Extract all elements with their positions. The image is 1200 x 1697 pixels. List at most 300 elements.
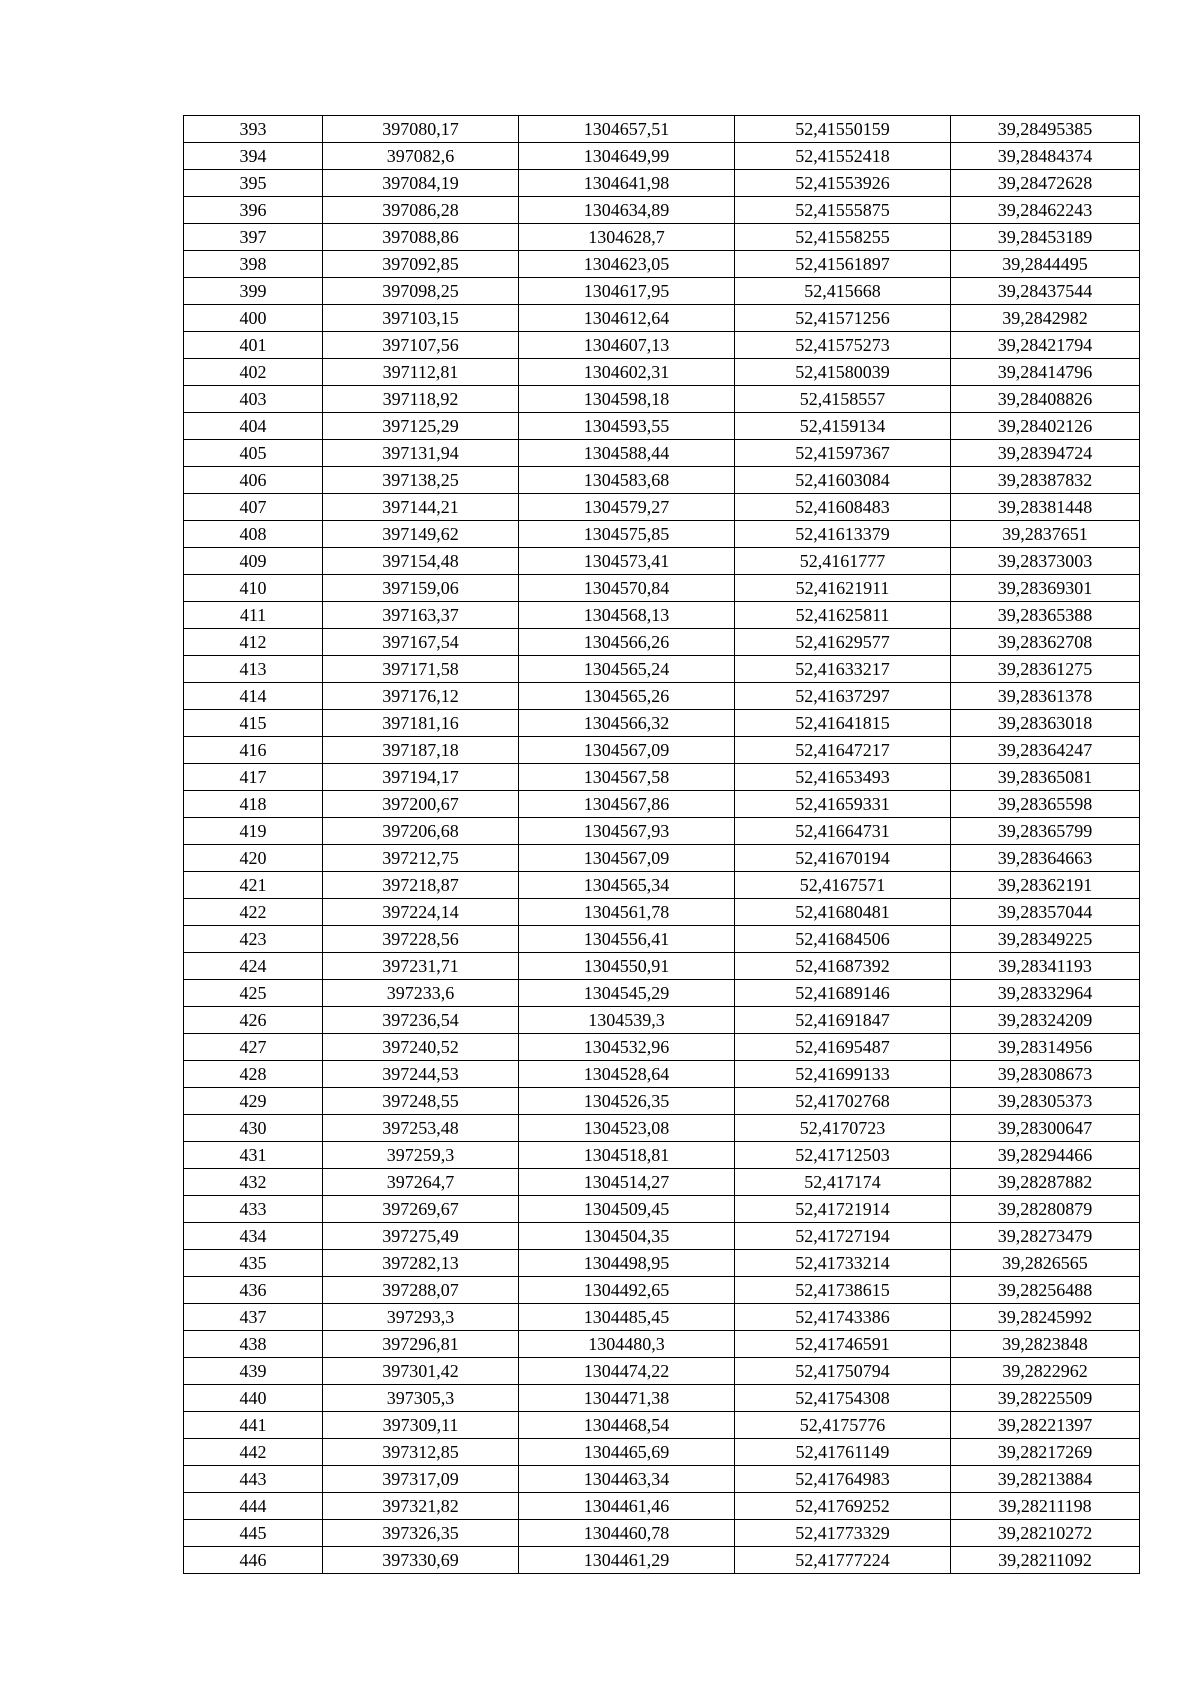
y-coordinate-cell: 1304463,34 [519, 1466, 735, 1493]
point-number-cell: 410 [184, 575, 323, 602]
y-coordinate-cell: 1304468,54 [519, 1412, 735, 1439]
x-coordinate-cell: 397253,48 [323, 1115, 519, 1142]
table-row [184, 845, 1140, 872]
x-coordinate-cell: 397125,29 [323, 413, 519, 440]
latitude-cell: 52,41761149 [735, 1439, 951, 1466]
longitude-cell: 39,28362191 [951, 872, 1140, 899]
latitude-cell: 52,41687392 [735, 953, 951, 980]
latitude-cell: 52,41743386 [735, 1304, 951, 1331]
y-coordinate-cell: 1304461,29 [519, 1547, 735, 1574]
longitude-cell: 39,28365388 [951, 602, 1140, 629]
point-number-cell: 397 [184, 224, 323, 251]
x-coordinate-cell: 397236,54 [323, 1007, 519, 1034]
x-coordinate-cell: 397200,67 [323, 791, 519, 818]
table-row [184, 332, 1140, 359]
y-coordinate-cell: 1304588,44 [519, 440, 735, 467]
point-number-cell: 427 [184, 1034, 323, 1061]
latitude-cell: 52,41575273 [735, 332, 951, 359]
latitude-cell: 52,41621911 [735, 575, 951, 602]
point-number-cell: 423 [184, 926, 323, 953]
latitude-cell: 52,41629577 [735, 629, 951, 656]
longitude-cell: 39,28364663 [951, 845, 1140, 872]
coordinates-table [183, 115, 1140, 1574]
x-coordinate-cell: 397312,85 [323, 1439, 519, 1466]
x-coordinate-cell: 397118,92 [323, 386, 519, 413]
y-coordinate-cell: 1304570,84 [519, 575, 735, 602]
y-coordinate-cell: 1304460,78 [519, 1520, 735, 1547]
point-number-cell: 407 [184, 494, 323, 521]
point-number-cell: 425 [184, 980, 323, 1007]
table-row [184, 359, 1140, 386]
point-number-cell: 406 [184, 467, 323, 494]
table-row [184, 1520, 1140, 1547]
table-row [184, 278, 1140, 305]
longitude-cell: 39,28472628 [951, 170, 1140, 197]
table-row [184, 926, 1140, 953]
table-row [184, 116, 1140, 143]
longitude-cell: 39,28314956 [951, 1034, 1140, 1061]
y-coordinate-cell: 1304568,13 [519, 602, 735, 629]
table-row [184, 1277, 1140, 1304]
y-coordinate-cell: 1304617,95 [519, 278, 735, 305]
point-number-cell: 400 [184, 305, 323, 332]
point-number-cell: 424 [184, 953, 323, 980]
latitude-cell: 52,41647217 [735, 737, 951, 764]
longitude-cell: 39,28437544 [951, 278, 1140, 305]
y-coordinate-cell: 1304579,27 [519, 494, 735, 521]
longitude-cell: 39,28211092 [951, 1547, 1140, 1574]
point-number-cell: 442 [184, 1439, 323, 1466]
point-number-cell: 443 [184, 1466, 323, 1493]
y-coordinate-cell: 1304556,41 [519, 926, 735, 953]
table-row [184, 494, 1140, 521]
longitude-cell: 39,28273479 [951, 1223, 1140, 1250]
latitude-cell: 52,41733214 [735, 1250, 951, 1277]
longitude-cell: 39,28381448 [951, 494, 1140, 521]
latitude-cell: 52,417174 [735, 1169, 951, 1196]
latitude-cell: 52,41580039 [735, 359, 951, 386]
y-coordinate-cell: 1304561,78 [519, 899, 735, 926]
point-number-cell: 429 [184, 1088, 323, 1115]
x-coordinate-cell: 397163,37 [323, 602, 519, 629]
point-number-cell: 446 [184, 1547, 323, 1574]
x-coordinate-cell: 397084,19 [323, 170, 519, 197]
longitude-cell: 39,28300647 [951, 1115, 1140, 1142]
table-row [184, 872, 1140, 899]
latitude-cell: 52,41702768 [735, 1088, 951, 1115]
longitude-cell: 39,28305373 [951, 1088, 1140, 1115]
x-coordinate-cell: 397293,3 [323, 1304, 519, 1331]
point-number-cell: 402 [184, 359, 323, 386]
longitude-cell: 39,28365598 [951, 791, 1140, 818]
point-number-cell: 398 [184, 251, 323, 278]
point-number-cell: 399 [184, 278, 323, 305]
x-coordinate-cell: 397321,82 [323, 1493, 519, 1520]
y-coordinate-cell: 1304504,35 [519, 1223, 735, 1250]
table-row [184, 1412, 1140, 1439]
x-coordinate-cell: 397154,48 [323, 548, 519, 575]
point-number-cell: 422 [184, 899, 323, 926]
longitude-cell: 39,28217269 [951, 1439, 1140, 1466]
table-row [184, 575, 1140, 602]
table-row [184, 980, 1140, 1007]
x-coordinate-cell: 397138,25 [323, 467, 519, 494]
longitude-cell: 39,28256488 [951, 1277, 1140, 1304]
y-coordinate-cell: 1304623,05 [519, 251, 735, 278]
x-coordinate-cell: 397159,06 [323, 575, 519, 602]
x-coordinate-cell: 397317,09 [323, 1466, 519, 1493]
table-row [184, 251, 1140, 278]
table-row [184, 1493, 1140, 1520]
y-coordinate-cell: 1304612,64 [519, 305, 735, 332]
longitude-cell: 39,28421794 [951, 332, 1140, 359]
x-coordinate-cell: 397330,69 [323, 1547, 519, 1574]
latitude-cell: 52,4161777 [735, 548, 951, 575]
x-coordinate-cell: 397288,07 [323, 1277, 519, 1304]
latitude-cell: 52,415668 [735, 278, 951, 305]
longitude-cell: 39,28221397 [951, 1412, 1140, 1439]
y-coordinate-cell: 1304567,86 [519, 791, 735, 818]
point-number-cell: 401 [184, 332, 323, 359]
point-number-cell: 441 [184, 1412, 323, 1439]
latitude-cell: 52,41571256 [735, 305, 951, 332]
y-coordinate-cell: 1304566,26 [519, 629, 735, 656]
point-number-cell: 396 [184, 197, 323, 224]
longitude-cell: 39,28484374 [951, 143, 1140, 170]
point-number-cell: 404 [184, 413, 323, 440]
latitude-cell: 52,41558255 [735, 224, 951, 251]
point-number-cell: 419 [184, 818, 323, 845]
x-coordinate-cell: 397301,42 [323, 1358, 519, 1385]
table-row [184, 197, 1140, 224]
table-row [184, 1034, 1140, 1061]
y-coordinate-cell: 1304465,69 [519, 1439, 735, 1466]
longitude-cell: 39,28294466 [951, 1142, 1140, 1169]
table-row [184, 170, 1140, 197]
y-coordinate-cell: 1304567,09 [519, 845, 735, 872]
y-coordinate-cell: 1304565,24 [519, 656, 735, 683]
y-coordinate-cell: 1304471,38 [519, 1385, 735, 1412]
longitude-cell: 39,28287882 [951, 1169, 1140, 1196]
latitude-cell: 52,41684506 [735, 926, 951, 953]
point-number-cell: 394 [184, 143, 323, 170]
point-number-cell: 428 [184, 1061, 323, 1088]
latitude-cell: 52,41699133 [735, 1061, 951, 1088]
longitude-cell: 39,28414796 [951, 359, 1140, 386]
x-coordinate-cell: 397231,71 [323, 953, 519, 980]
longitude-cell: 39,28341193 [951, 953, 1140, 980]
latitude-cell: 52,41561897 [735, 251, 951, 278]
table-row [184, 1115, 1140, 1142]
x-coordinate-cell: 397080,17 [323, 116, 519, 143]
longitude-cell: 39,28280879 [951, 1196, 1140, 1223]
y-coordinate-cell: 1304567,09 [519, 737, 735, 764]
table-row [184, 1169, 1140, 1196]
longitude-cell: 39,28225509 [951, 1385, 1140, 1412]
point-number-cell: 430 [184, 1115, 323, 1142]
y-coordinate-cell: 1304514,27 [519, 1169, 735, 1196]
y-coordinate-cell: 1304565,34 [519, 872, 735, 899]
table-row [184, 467, 1140, 494]
table-row [184, 899, 1140, 926]
longitude-cell: 39,28349225 [951, 926, 1140, 953]
table-row [184, 1466, 1140, 1493]
y-coordinate-cell: 1304607,13 [519, 332, 735, 359]
y-coordinate-cell: 1304550,91 [519, 953, 735, 980]
x-coordinate-cell: 397218,87 [323, 872, 519, 899]
latitude-cell: 52,41653493 [735, 764, 951, 791]
longitude-cell: 39,28245992 [951, 1304, 1140, 1331]
latitude-cell: 52,41750794 [735, 1358, 951, 1385]
longitude-cell: 39,28408826 [951, 386, 1140, 413]
point-number-cell: 437 [184, 1304, 323, 1331]
point-number-cell: 432 [184, 1169, 323, 1196]
latitude-cell: 52,41680481 [735, 899, 951, 926]
x-coordinate-cell: 397107,56 [323, 332, 519, 359]
longitude-cell: 39,28324209 [951, 1007, 1140, 1034]
x-coordinate-cell: 397259,3 [323, 1142, 519, 1169]
point-number-cell: 445 [184, 1520, 323, 1547]
longitude-cell: 39,28402126 [951, 413, 1140, 440]
longitude-cell: 39,28361378 [951, 683, 1140, 710]
table-row [184, 1196, 1140, 1223]
latitude-cell: 52,41659331 [735, 791, 951, 818]
x-coordinate-cell: 397176,12 [323, 683, 519, 710]
table-row [184, 413, 1140, 440]
longitude-cell: 39,28373003 [951, 548, 1140, 575]
coordinates-table-body [184, 116, 1140, 1574]
table-row [184, 629, 1140, 656]
x-coordinate-cell: 397240,52 [323, 1034, 519, 1061]
table-row [184, 1439, 1140, 1466]
x-coordinate-cell: 397144,21 [323, 494, 519, 521]
x-coordinate-cell: 397224,14 [323, 899, 519, 926]
point-number-cell: 420 [184, 845, 323, 872]
y-coordinate-cell: 1304518,81 [519, 1142, 735, 1169]
x-coordinate-cell: 397212,75 [323, 845, 519, 872]
point-number-cell: 421 [184, 872, 323, 899]
latitude-cell: 52,41608483 [735, 494, 951, 521]
table-row [184, 818, 1140, 845]
table-row [184, 1250, 1140, 1277]
x-coordinate-cell: 397309,11 [323, 1412, 519, 1439]
table-row [184, 1142, 1140, 1169]
y-coordinate-cell: 1304573,41 [519, 548, 735, 575]
table-row [184, 1007, 1140, 1034]
y-coordinate-cell: 1304567,93 [519, 818, 735, 845]
latitude-cell: 52,41712503 [735, 1142, 951, 1169]
x-coordinate-cell: 397206,68 [323, 818, 519, 845]
longitude-cell: 39,28308673 [951, 1061, 1140, 1088]
point-number-cell: 426 [184, 1007, 323, 1034]
latitude-cell: 52,41769252 [735, 1493, 951, 1520]
x-coordinate-cell: 397149,62 [323, 521, 519, 548]
y-coordinate-cell: 1304526,35 [519, 1088, 735, 1115]
table-row [184, 440, 1140, 467]
longitude-cell: 39,2844495 [951, 251, 1140, 278]
longitude-cell: 39,2823848 [951, 1331, 1140, 1358]
table-row [184, 737, 1140, 764]
longitude-cell: 39,28210272 [951, 1520, 1140, 1547]
y-coordinate-cell: 1304498,95 [519, 1250, 735, 1277]
longitude-cell: 39,28387832 [951, 467, 1140, 494]
x-coordinate-cell: 397194,17 [323, 764, 519, 791]
longitude-cell: 39,28462243 [951, 197, 1140, 224]
point-number-cell: 434 [184, 1223, 323, 1250]
longitude-cell: 39,28365081 [951, 764, 1140, 791]
table-row [184, 791, 1140, 818]
latitude-cell: 52,41764983 [735, 1466, 951, 1493]
x-coordinate-cell: 397269,67 [323, 1196, 519, 1223]
y-coordinate-cell: 1304598,18 [519, 386, 735, 413]
latitude-cell: 52,4158557 [735, 386, 951, 413]
longitude-cell: 39,28211198 [951, 1493, 1140, 1520]
x-coordinate-cell: 397098,25 [323, 278, 519, 305]
longitude-cell: 39,28453189 [951, 224, 1140, 251]
x-coordinate-cell: 397244,53 [323, 1061, 519, 1088]
latitude-cell: 52,41691847 [735, 1007, 951, 1034]
latitude-cell: 52,41552418 [735, 143, 951, 170]
point-number-cell: 395 [184, 170, 323, 197]
latitude-cell: 52,41773329 [735, 1520, 951, 1547]
latitude-cell: 52,41777224 [735, 1547, 951, 1574]
y-coordinate-cell: 1304566,32 [519, 710, 735, 737]
y-coordinate-cell: 1304575,85 [519, 521, 735, 548]
y-coordinate-cell: 1304641,98 [519, 170, 735, 197]
point-number-cell: 414 [184, 683, 323, 710]
table-row [184, 305, 1140, 332]
longitude-cell: 39,28332964 [951, 980, 1140, 1007]
point-number-cell: 433 [184, 1196, 323, 1223]
point-number-cell: 418 [184, 791, 323, 818]
point-number-cell: 435 [184, 1250, 323, 1277]
point-number-cell: 417 [184, 764, 323, 791]
x-coordinate-cell: 397187,18 [323, 737, 519, 764]
point-number-cell: 413 [184, 656, 323, 683]
longitude-cell: 39,28495385 [951, 116, 1140, 143]
table-row [184, 548, 1140, 575]
y-coordinate-cell: 1304545,29 [519, 980, 735, 1007]
latitude-cell: 52,41746591 [735, 1331, 951, 1358]
latitude-cell: 52,41637297 [735, 683, 951, 710]
x-coordinate-cell: 397228,56 [323, 926, 519, 953]
point-number-cell: 431 [184, 1142, 323, 1169]
latitude-cell: 52,41727194 [735, 1223, 951, 1250]
longitude-cell: 39,2826565 [951, 1250, 1140, 1277]
y-coordinate-cell: 1304480,3 [519, 1331, 735, 1358]
table-row [184, 386, 1140, 413]
point-number-cell: 438 [184, 1331, 323, 1358]
longitude-cell: 39,28394724 [951, 440, 1140, 467]
table-row [184, 1088, 1140, 1115]
y-coordinate-cell: 1304474,22 [519, 1358, 735, 1385]
longitude-cell: 39,28362708 [951, 629, 1140, 656]
y-coordinate-cell: 1304649,99 [519, 143, 735, 170]
table-row [184, 602, 1140, 629]
x-coordinate-cell: 397167,54 [323, 629, 519, 656]
point-number-cell: 415 [184, 710, 323, 737]
table-row [184, 683, 1140, 710]
table-row [184, 1304, 1140, 1331]
y-coordinate-cell: 1304583,68 [519, 467, 735, 494]
x-coordinate-cell: 397088,86 [323, 224, 519, 251]
latitude-cell: 52,4167571 [735, 872, 951, 899]
latitude-cell: 52,41613379 [735, 521, 951, 548]
longitude-cell: 39,28213884 [951, 1466, 1140, 1493]
table-row [184, 1223, 1140, 1250]
latitude-cell: 52,41550159 [735, 116, 951, 143]
latitude-cell: 52,41754308 [735, 1385, 951, 1412]
latitude-cell: 52,41553926 [735, 170, 951, 197]
point-number-cell: 439 [184, 1358, 323, 1385]
point-number-cell: 436 [184, 1277, 323, 1304]
latitude-cell: 52,41738615 [735, 1277, 951, 1304]
latitude-cell: 52,41721914 [735, 1196, 951, 1223]
table-row [184, 521, 1140, 548]
point-number-cell: 393 [184, 116, 323, 143]
latitude-cell: 52,41689146 [735, 980, 951, 1007]
y-coordinate-cell: 1304634,89 [519, 197, 735, 224]
longitude-cell: 39,28369301 [951, 575, 1140, 602]
table-row [184, 764, 1140, 791]
latitude-cell: 52,4170723 [735, 1115, 951, 1142]
latitude-cell: 52,4159134 [735, 413, 951, 440]
x-coordinate-cell: 397264,7 [323, 1169, 519, 1196]
x-coordinate-cell: 397181,16 [323, 710, 519, 737]
x-coordinate-cell: 397275,49 [323, 1223, 519, 1250]
longitude-cell: 39,28361275 [951, 656, 1140, 683]
longitude-cell: 39,28365799 [951, 818, 1140, 845]
table-row [184, 1061, 1140, 1088]
point-number-cell: 416 [184, 737, 323, 764]
y-coordinate-cell: 1304602,31 [519, 359, 735, 386]
table-row [184, 1385, 1140, 1412]
y-coordinate-cell: 1304593,55 [519, 413, 735, 440]
x-coordinate-cell: 397296,81 [323, 1331, 519, 1358]
latitude-cell: 52,41695487 [735, 1034, 951, 1061]
y-coordinate-cell: 1304532,96 [519, 1034, 735, 1061]
latitude-cell: 52,41664731 [735, 818, 951, 845]
point-number-cell: 440 [184, 1385, 323, 1412]
x-coordinate-cell: 397233,6 [323, 980, 519, 1007]
y-coordinate-cell: 1304492,65 [519, 1277, 735, 1304]
y-coordinate-cell: 1304523,08 [519, 1115, 735, 1142]
longitude-cell: 39,2822962 [951, 1358, 1140, 1385]
longitude-cell: 39,2842982 [951, 305, 1140, 332]
longitude-cell: 39,28357044 [951, 899, 1140, 926]
x-coordinate-cell: 397171,58 [323, 656, 519, 683]
y-coordinate-cell: 1304461,46 [519, 1493, 735, 1520]
x-coordinate-cell: 397326,35 [323, 1520, 519, 1547]
point-number-cell: 403 [184, 386, 323, 413]
latitude-cell: 52,41603084 [735, 467, 951, 494]
table-row [184, 710, 1140, 737]
longitude-cell: 39,28363018 [951, 710, 1140, 737]
latitude-cell: 52,41633217 [735, 656, 951, 683]
table-row [184, 656, 1140, 683]
table-row [184, 1331, 1140, 1358]
point-number-cell: 408 [184, 521, 323, 548]
x-coordinate-cell: 397248,55 [323, 1088, 519, 1115]
table-row [184, 1547, 1140, 1574]
point-number-cell: 412 [184, 629, 323, 656]
x-coordinate-cell: 397092,85 [323, 251, 519, 278]
x-coordinate-cell: 397086,28 [323, 197, 519, 224]
latitude-cell: 52,41670194 [735, 845, 951, 872]
x-coordinate-cell: 397103,15 [323, 305, 519, 332]
x-coordinate-cell: 397282,13 [323, 1250, 519, 1277]
y-coordinate-cell: 1304628,7 [519, 224, 735, 251]
